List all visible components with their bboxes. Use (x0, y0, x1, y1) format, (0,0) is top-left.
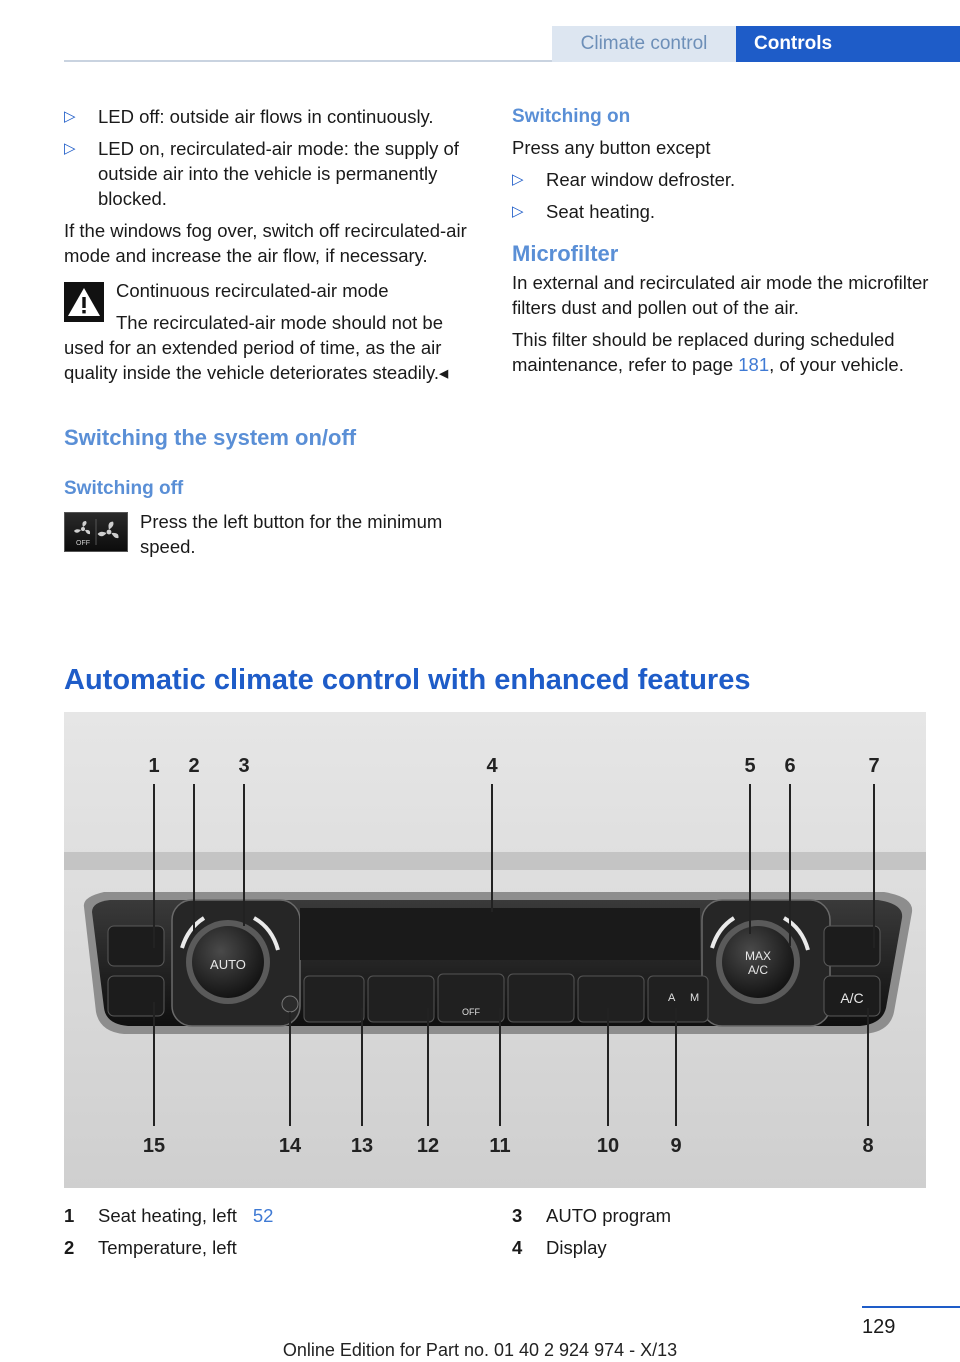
warning-note (64, 278, 479, 385)
paragraph-text: This filter should be replaced during scheduled maintenance, refer to page (512, 329, 895, 375)
climate-control-panel-figure (64, 712, 926, 1188)
header-section-tab[interactable] (552, 26, 736, 62)
bullet-text: Seat heating. (546, 201, 656, 222)
bullet-triangle-icon: ▷ (512, 171, 524, 188)
left-column (64, 104, 479, 559)
am-label-a: A (668, 992, 676, 1004)
legend-item (512, 1200, 932, 1232)
section-heading: Switching the system on/off (64, 425, 357, 450)
bullet-triangle-icon: ▷ (64, 140, 76, 157)
am-label-m: M (690, 992, 700, 1004)
switch-off-text: Press the left button for the minimum speed. (140, 511, 443, 557)
warning-title: Continuous recirculated-air mode (116, 280, 389, 301)
legend-number: 2 (64, 1237, 75, 1258)
callout-number: 6 (784, 755, 796, 777)
auto-knob-label: AUTO (210, 957, 246, 972)
callout-number: 13 (350, 1135, 374, 1157)
legend-number: 3 (512, 1205, 523, 1226)
legend-number: 4 (512, 1237, 523, 1258)
warning-triangle-icon (64, 282, 104, 322)
ac-button-label: A/C (840, 990, 864, 1006)
right-column (512, 104, 932, 384)
list-item (512, 199, 932, 224)
warning-text-wrap (64, 310, 479, 385)
legend-item (512, 1232, 932, 1264)
legend-page-link[interactable]: 52 (252, 1205, 274, 1226)
callout-number: 15 (142, 1135, 166, 1157)
switch-on-text: Press any button except (512, 137, 711, 158)
callout-number: 14 (278, 1135, 302, 1157)
page-number: 129 (862, 1316, 896, 1338)
subheading-switching-off: Switching off (64, 478, 184, 499)
max-ac-knob-label: MAX (744, 949, 772, 963)
switch-off-block (64, 509, 479, 559)
header-chapter-tab[interactable] (736, 26, 960, 62)
callout-number: 9 (670, 1135, 682, 1157)
bullet-text: Rear window defroster. (546, 169, 736, 190)
bullet-triangle-icon: ▷ (64, 108, 76, 125)
legend-text: AUTO program (546, 1205, 672, 1226)
legend-text: Seat heating, left (98, 1205, 237, 1226)
bullet-triangle-icon: ▷ (512, 203, 524, 220)
callout-number: 1 (148, 755, 160, 777)
fan-off-button-image (64, 512, 128, 552)
callout-number: 12 (416, 1135, 440, 1157)
microfilter-maintenance-paragraph (512, 327, 932, 377)
callout-number: 4 (486, 755, 498, 777)
microfilter-paragraph: In external and recirculated air mode the microfilter filters dust and pollen out of the air. (512, 272, 929, 318)
callout-number: 10 (596, 1135, 620, 1157)
small-off-label: OFF (76, 540, 90, 547)
page-reference-link[interactable]: 181 (738, 354, 770, 375)
legend-number: 1 (64, 1205, 75, 1226)
footer-text: Online Edition for Part no. 01 40 2 924 974 - X/13 (282, 1340, 678, 1360)
figure-legend-left (64, 1200, 484, 1264)
paragraph-text: , of your vehicle. (769, 354, 904, 375)
callout-number: 8 (862, 1135, 874, 1157)
figure-legend-right (512, 1200, 932, 1264)
header-section-label: Climate control (580, 33, 708, 54)
main-heading: Automatic climate control with enhanced features (64, 664, 751, 696)
list-item (64, 104, 479, 129)
bullet-text: LED on, recirculated-air mode: the supply of outside air into the vehicle is permanently blocked. (98, 138, 459, 209)
header-chapter-label: Controls (754, 33, 833, 54)
callout-number: 5 (744, 755, 756, 777)
callout-number: 3 (238, 755, 250, 777)
legend-item (64, 1232, 484, 1264)
callout-number: 7 (868, 755, 880, 777)
callout-number: 2 (188, 755, 200, 777)
legend-item (64, 1200, 484, 1232)
bullet-text: LED off: outside air flows in continuously. (98, 106, 434, 127)
legend-text: Temperature, left (98, 1237, 237, 1258)
list-item (64, 136, 479, 211)
callout-number: 11 (489, 1135, 511, 1157)
list-item (512, 167, 932, 192)
legend-text: Display (546, 1237, 607, 1258)
max-ac-knob-label-2: A/C (747, 963, 769, 977)
warning-text: The recirculated-air mode should not be used for an extended period of time, as the air quality inside the vehicle deteriorates steadily.◂ (64, 312, 449, 383)
microfilter-heading: Microfilter (512, 241, 619, 266)
page-number-rule (862, 1306, 960, 1308)
subheading-switching-on: Switching on (512, 106, 631, 127)
climate-panel-illustration (64, 712, 926, 1188)
fan-off-label: OFF (462, 1007, 480, 1017)
body-paragraph: If the windows fog over, switch off recirculated-air mode and increase the air flow, if necessary. (64, 220, 467, 266)
